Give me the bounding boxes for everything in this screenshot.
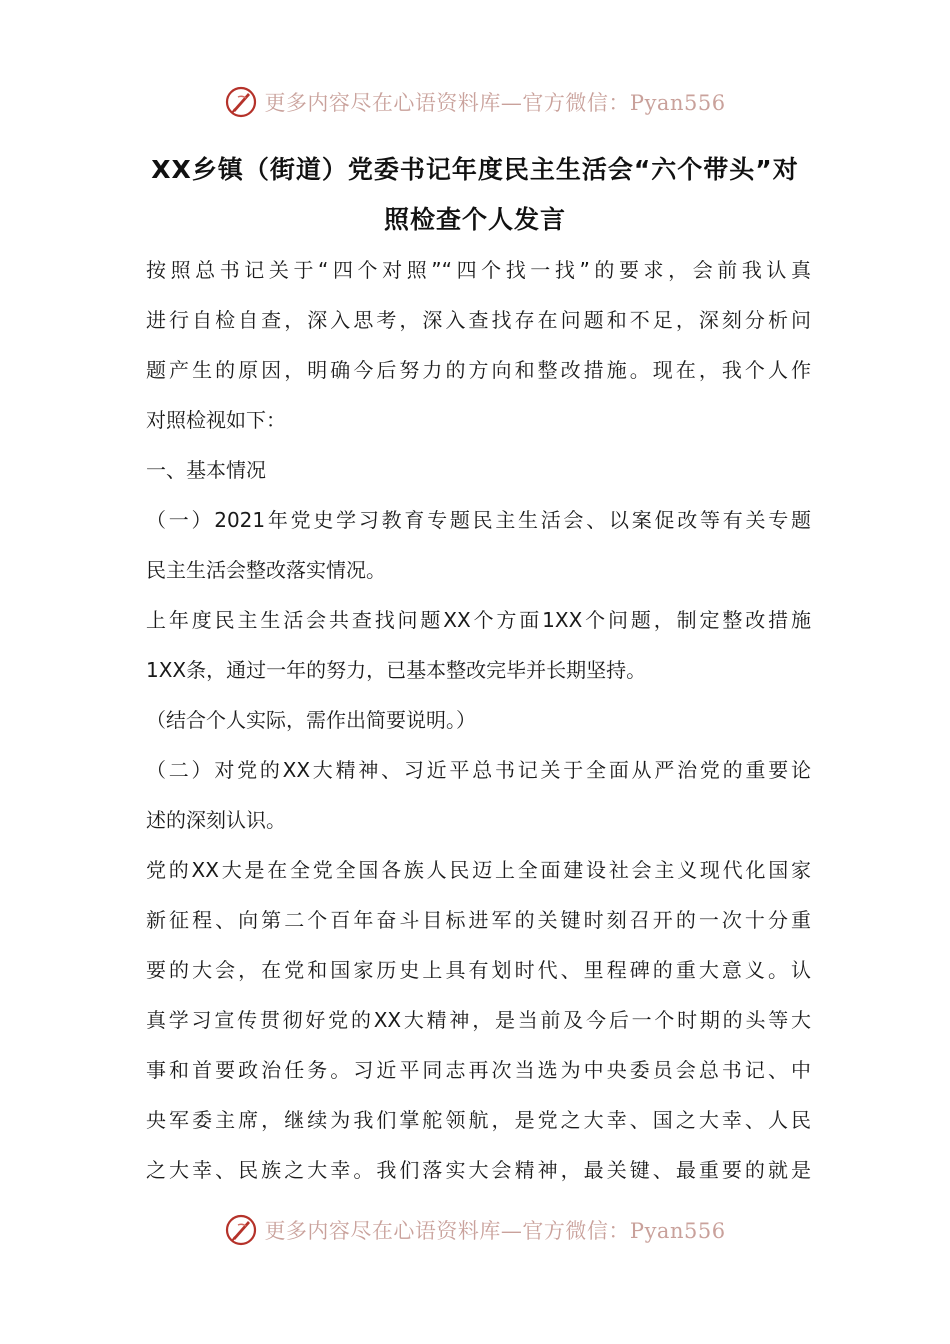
subsection-heading: 民主生活会整改落实情况。 <box>146 558 386 582</box>
subsection-heading: （一）2021年党史学习教育专题民主生活会、以案促改等有关专题 <box>146 508 811 532</box>
body-line: 党的XX大是在全党全国各族人民迈上全面建设社会主义现代化国家 <box>146 858 811 882</box>
header-banner-text: 更多内容尽在心语资料库—官方微信：Pyan556 <box>264 91 726 115</box>
body-line: 之大幸、民族之大幸。我们落实大会精神，最关键、最重要的就是 <box>146 1158 811 1182</box>
body-line: 要的大会，在党和国家历史上具有划时代、里程碑的重大意义。认 <box>146 958 811 982</box>
subsection-heading: （二）对党的XX大精神、习近平总书记关于全面从严治党的重要论 <box>146 758 811 782</box>
body-line: 按照总书记关于“四个对照”“四个找一找”的要求，会前我认真 <box>146 258 811 282</box>
body-line: 事和首要政治任务。习近平同志再次当选为中央委员会总书记、中 <box>146 1058 811 1082</box>
footer-banner <box>0 1208 950 1252</box>
document-body <box>146 245 811 1195</box>
body-line: 上年度民主生活会共查找问题XX个方面1XX个问题，制定整改措施 <box>146 608 811 632</box>
body-line: 对照检视如下： <box>146 408 286 432</box>
body-line: 进行自检自查，深入思考，深入查找存在问题和不足，深刻分析问 <box>146 308 811 332</box>
body-line: 1XX条，通过一年的努力，已基本整改完毕并长期坚持。 <box>146 658 647 682</box>
body-line: 题产生的原因，明确今后努力的方向和整改措施。现在，我个人作 <box>146 358 811 382</box>
quill-logo-icon <box>224 85 258 119</box>
subsection-heading: 述的深刻认识。 <box>146 808 286 832</box>
document-title-line-1: XX乡镇（街道）党委书记年度民主生活会“六个带头”对 <box>151 155 799 184</box>
body-line: 新征程、向第二个百年奋斗目标进军的关键时刻召开的一次十分重 <box>146 908 811 932</box>
document-title-line-2: 照检查个人发言 <box>383 205 566 234</box>
body-line: （结合个人实际，需作出简要说明。） <box>146 708 476 732</box>
quill-logo-icon <box>224 1213 258 1247</box>
section-heading: 一、基本情况 <box>146 458 266 482</box>
body-line: 央军委主席，继续为我们掌舵领航，是党之大幸、国之大幸、人民 <box>146 1108 811 1132</box>
footer-banner-text: 更多内容尽在心语资料库—官方微信：Pyan556 <box>264 1219 726 1243</box>
body-line: 真学习宣传贯彻好党的XX大精神，是当前及今后一个时期的头等大 <box>146 1008 811 1032</box>
header-banner <box>0 80 950 124</box>
